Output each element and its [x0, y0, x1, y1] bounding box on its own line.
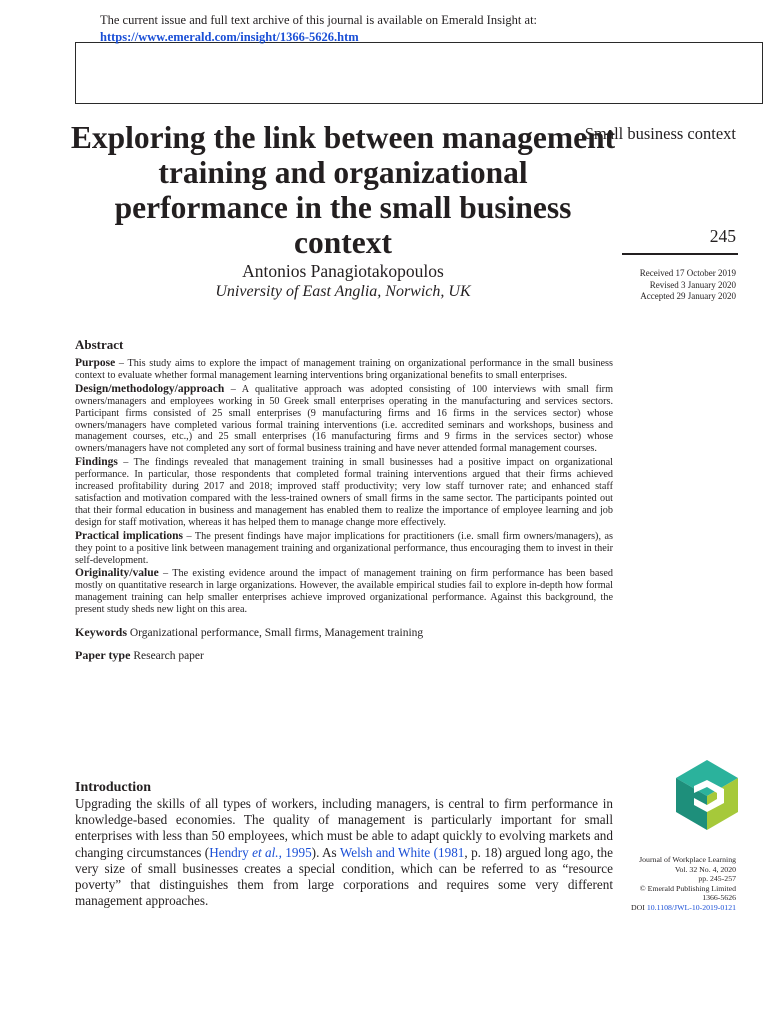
abstract-section-label: Findings [75, 456, 118, 469]
journal-citation-info [576, 855, 736, 913]
journal-volume: Vol. 32 No. 4, 2020 [674, 864, 736, 874]
abstract-section-text: – The present findings have major implications for practitioners (i.e. small firm owners/managers), as they point to a positive link between management training and organizational performance, thus encouraging them to invest in their self-development. [75, 530, 613, 566]
abstract-findings [75, 457, 613, 528]
journal-copyright: © Emerald Publishing Limited [639, 883, 736, 893]
journal-notice-text: The current issue and full text archive of this journal is available on Emerald Insight at: [100, 13, 538, 27]
accepted-date: Accepted 29 January 2020 [640, 291, 736, 301]
publisher-logo [672, 758, 742, 832]
journal-url-link[interactable]: https://www.emerald.com/insight/1366-5626.htm [100, 30, 359, 44]
sidebar-divider [622, 253, 738, 255]
running-title: Small business context [584, 124, 736, 143]
keywords-text: Organizational performance, Small firms, Management training [129, 627, 424, 640]
intro-text: , p. 18) argued long ago, the very size of small businesses creates a special condition, which can be referred to as “resource poverty” that distinguishes them from large corporations and requires some very different management approaches. [75, 844, 613, 909]
introduction-heading: Introduction [75, 780, 151, 795]
journal-doi [576, 903, 736, 913]
doi-label: DOI [631, 902, 645, 912]
journal-issn: 1366-5626 [702, 893, 736, 903]
journal-name: Journal of Workplace Learning [639, 855, 736, 864]
introduction-paragraph [75, 796, 613, 909]
abstract-section-label: Design/methodology/approach [75, 382, 225, 395]
citation-etal: et al. [252, 844, 279, 860]
author-affiliation: University of East Anglia, Norwich, UK [215, 283, 471, 300]
keywords-label: Keywords [75, 625, 127, 640]
intro-text: ). As [311, 844, 340, 860]
abstract [75, 337, 613, 663]
article-title: Exploring the link between management training and organizational performance in the small business context [70, 120, 616, 260]
revised-date: Revised 3 January 2020 [649, 279, 736, 290]
author-name: Antonios Panagiotakopoulos [242, 261, 444, 281]
page-number: 245 [709, 226, 736, 246]
keywords [75, 625, 613, 640]
abstract-heading: Abstract [75, 337, 124, 352]
intro-text: Upgrading the skills of all types of workers, including managers, is central to firm performance in knowledge-based economies. The quality of management is particularly important for small enterprises with less than 50 employees, which must be able to adapt quickly to evolving markets and changing circumstances ( [75, 796, 613, 860]
abstract-design [75, 384, 613, 455]
journal-notice-box [75, 42, 763, 104]
abstract-section-text: – This study aims to explore the impact of management training on organizational performance in the small business context to evaluate whether formal management learning interventions bring organizational benefits to small enterprises. [75, 358, 613, 381]
paper-type-label: Paper type [75, 648, 131, 663]
received-date: Received 17 October 2019 [639, 268, 736, 278]
citation-author: Hendry [209, 844, 253, 860]
paper-type-text: Research paper [133, 650, 204, 663]
abstract-section-label: Practical implications [75, 529, 183, 542]
abstract-section-text: – A qualitative approach was adopted consisting of 100 interviews with small firm owners/managers and employees working in 50 Greek small enterprises operating in the manufacturing and services sectors. Participant firms consisted of 25 small enterprises (9 manufacturing firms and 16 firms in the services sector) whose owners/managers have completed various formal training interventions (i.e. accredited seminars and workshops, business and management courses, etc.,) and 25 small enterprises (16 manufacturing firms and 9 firms in the services sector) whose owners/managers have not completed any sort of formal business training and have never attended formal management courses. [75, 383, 613, 455]
abstract-section-label: Originality/value [75, 567, 159, 580]
abstract-section-label: Purpose [75, 357, 116, 369]
journal-pages: pp. 245-257 [698, 874, 736, 884]
doi-link[interactable]: 10.1108/JWL-10-2019-0121 [646, 902, 736, 912]
abstract-practical-implications [75, 531, 613, 567]
abstract-section-text: – The findings revealed that management training in small businesses had a positive impact on organizational performance. In particular, those respondents that completed formal training interventions argued that their firms achieved increased profitability during 2017 and 2018; improved staff productivity; very low staff turnover rate; and enhanced staff satisfaction and motivation compared with the less-trained owners of small firms in the same sector. The participants pointed out that their formal education in business and management has enabled them to realize the importance of employee learning and job design for staff motivation, whereas it has helped them to manage change more effectively. [75, 457, 613, 528]
article-history [586, 268, 736, 303]
citation-year: , 1995 [278, 844, 312, 860]
citation-welsh-white-link[interactable]: Welsh and White (1981 [339, 844, 465, 860]
abstract-originality [75, 568, 613, 616]
abstract-purpose [75, 358, 613, 382]
paper-type [75, 648, 613, 663]
citation-hendry-link[interactable] [209, 845, 311, 860]
abstract-section-text: – The existing evidence around the impact of management training on firm performance has been based mostly on quantitative research in large organizations. However, the available empirical studies fail to explore in-depth how formal management training can help smaller enterprises achieve improved organizational performance. Against this background, the present study sheds new light on this area. [75, 568, 613, 616]
